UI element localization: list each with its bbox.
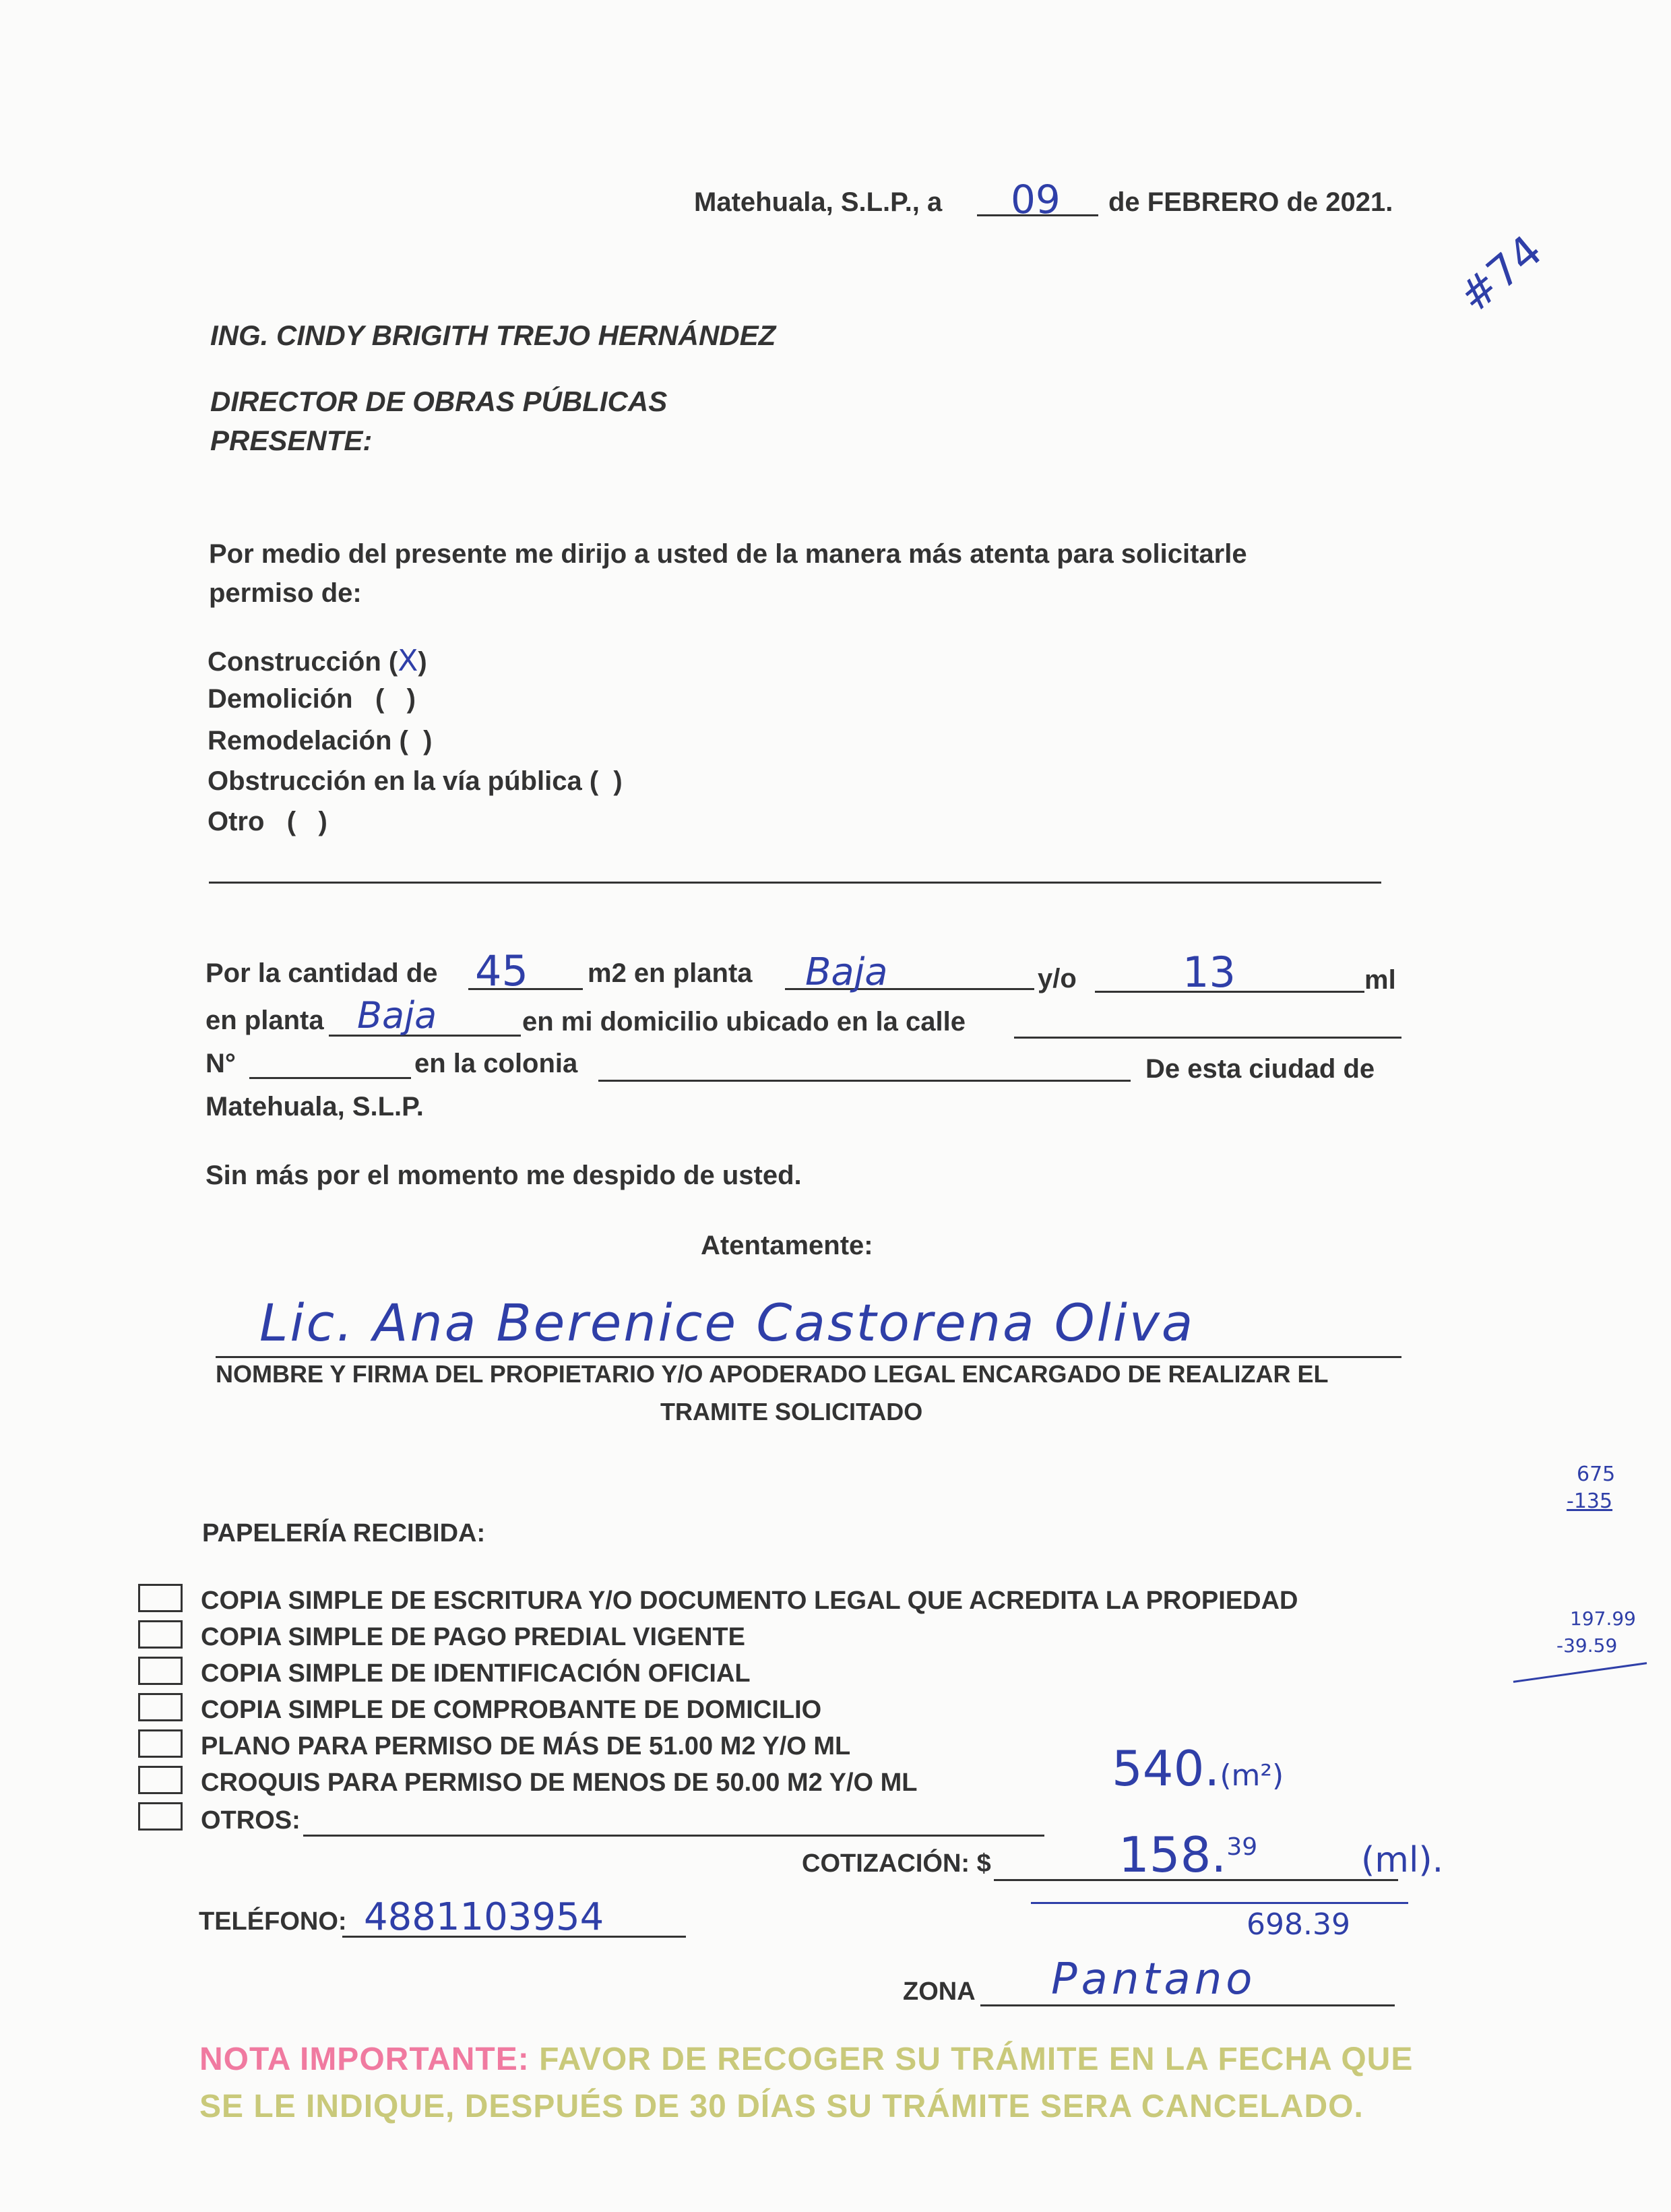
nota-line-2: SE LE INDIQUE, DESPUÉS DE 30 DÍAS SU TRÁMITE SERA CANCELADO. bbox=[199, 2089, 1364, 2124]
street-underline bbox=[1014, 1037, 1401, 1039]
location-prefix: Matehuala, S.L.P., a bbox=[694, 187, 943, 217]
farewell: Sin más por el momento me despido de usted. bbox=[206, 1161, 802, 1190]
item-escritura: COPIA SIMPLE DE ESCRITURA Y/O DOCUMENTO LEGAL QUE ACREDITA LA PROPIEDAD bbox=[201, 1587, 1298, 1615]
signature-underline bbox=[216, 1356, 1401, 1358]
permit-construccion: Construcción (X) bbox=[208, 644, 427, 678]
cotizacion-label: COTIZACIÓN: $ bbox=[802, 1849, 991, 1878]
papeleria-title: PAPELERÍA RECIBIDA: bbox=[202, 1519, 486, 1547]
item-otros: OTROS: bbox=[201, 1806, 301, 1835]
item-croquis: CROQUIS PARA PERMISO DE MENOS DE 50.00 M2 Y/O ML bbox=[201, 1769, 918, 1797]
city-label: De esta ciudad de bbox=[1145, 1054, 1375, 1084]
checkbox-identificacion[interactable] bbox=[138, 1657, 183, 1685]
m2-value: 45 bbox=[475, 946, 528, 995]
checkbox-croquis[interactable] bbox=[138, 1766, 183, 1794]
floor-ml: Baja bbox=[357, 994, 437, 1037]
cotizacion-ml: 158.39 bbox=[1118, 1826, 1258, 1883]
margin-note-2-top: 197.99 bbox=[1570, 1607, 1636, 1630]
item-plano: PLANO PARA PERMISO DE MÁS DE 51.00 M2 Y/O ML bbox=[201, 1732, 851, 1760]
zona-label: ZONA bbox=[903, 1977, 976, 2006]
date-suffix: de FEBRERO de 2021. bbox=[1108, 187, 1393, 217]
intro-line-1: Por medio del presente me dirijo a usted de la manera más atenta para solicitarle bbox=[209, 539, 1247, 569]
permit-remodelacion: Remodelación ( ) bbox=[208, 726, 433, 756]
checkbox-otros[interactable] bbox=[138, 1802, 183, 1831]
yo-label: y/o bbox=[1038, 964, 1077, 993]
permit-obstruccion: Obstrucción en la vía pública ( ) bbox=[208, 766, 623, 796]
cotizacion-m2: 540.(m²) bbox=[1112, 1740, 1284, 1797]
addressee-name: ING. CINDY BRIGITH TREJO HERNÁNDEZ bbox=[210, 319, 776, 351]
signature-handwritten: Lic. Ana Berenice Castorena Oliva bbox=[259, 1293, 1195, 1353]
signature-caption-2: TRAMITE SOLICITADO bbox=[660, 1398, 923, 1425]
planta-prefix: en planta bbox=[206, 1006, 324, 1035]
margin-note-2-bottom: -39.59 bbox=[1556, 1634, 1618, 1657]
item-predial: COPIA SIMPLE DE PAGO PREDIAL VIGENTE bbox=[201, 1623, 745, 1651]
number-label: N° bbox=[206, 1049, 236, 1078]
permit-demolicion: Demolición ( ) bbox=[208, 684, 416, 714]
zona-underline bbox=[980, 2004, 1395, 2006]
ml-value: 13 bbox=[1183, 948, 1236, 997]
address-label: en mi domicilio ubicado en la calle bbox=[522, 1007, 966, 1037]
addressee-position: DIRECTOR DE OBRAS PÚBLICAS bbox=[210, 386, 668, 417]
checkbox-domicilio[interactable] bbox=[138, 1693, 183, 1721]
nota-text-1: FAVOR DE RECOGER SU TRÁMITE EN LA FECHA QUE bbox=[539, 2041, 1414, 2077]
signature-caption-1: NOMBRE Y FIRMA DEL PROPIETARIO Y/O APODERADO LEGAL ENCARGADO DE REALIZAR EL bbox=[216, 1360, 1329, 1388]
telefono-value: 4881103954 bbox=[364, 1895, 604, 1939]
construccion-mark: X bbox=[398, 644, 418, 678]
folio-mark: #74 bbox=[1450, 226, 1552, 323]
margin-note-1-bottom: -135 bbox=[1567, 1489, 1613, 1513]
cotizacion-total: 698.39 bbox=[1247, 1907, 1350, 1942]
checkbox-escritura[interactable] bbox=[138, 1584, 183, 1612]
m2-label: m2 en planta bbox=[588, 958, 753, 988]
item-domicilio: COPIA SIMPLE DE COMPROBANTE DE DOMICILIO bbox=[201, 1696, 822, 1724]
intro-line-2: permiso de: bbox=[209, 578, 362, 608]
checkbox-predial[interactable] bbox=[138, 1620, 183, 1649]
regards: Atentamente: bbox=[701, 1231, 873, 1260]
item-identificacion: COPIA SIMPLE DE IDENTIFICACIÓN OFICIAL bbox=[201, 1659, 751, 1688]
checkbox-plano[interactable] bbox=[138, 1729, 183, 1758]
colonia-underline bbox=[598, 1080, 1131, 1082]
otros-underline bbox=[303, 1835, 1044, 1837]
colonia-label: en la colonia bbox=[414, 1049, 578, 1078]
zona-value: Pantano bbox=[1051, 1955, 1257, 2004]
date-line bbox=[694, 187, 942, 218]
total-line bbox=[1031, 1902, 1408, 1904]
margin-note-1-top: 675 bbox=[1577, 1463, 1616, 1486]
margin-note-2-line bbox=[1513, 1662, 1647, 1683]
floor-m2: Baja bbox=[805, 950, 888, 994]
city: Matehuala, S.L.P. bbox=[206, 1092, 424, 1122]
quantity-prefix: Por la cantidad de bbox=[206, 958, 438, 988]
ml-label: ml bbox=[1364, 965, 1396, 995]
permit-otro: Otro ( ) bbox=[208, 807, 327, 836]
telefono-label: TELÉFONO: bbox=[199, 1907, 347, 1936]
otro-underline bbox=[209, 882, 1381, 884]
cotizacion-ml-unit: (ml). bbox=[1361, 1840, 1444, 1880]
day-handwritten: 09 bbox=[1011, 177, 1061, 222]
addressee-greeting: PRESENTE: bbox=[210, 425, 373, 456]
nota-line-1 bbox=[199, 2041, 1413, 2078]
nota-importante-label: NOTA IMPORTANTE: bbox=[199, 2041, 530, 2077]
number-underline bbox=[249, 1077, 411, 1079]
